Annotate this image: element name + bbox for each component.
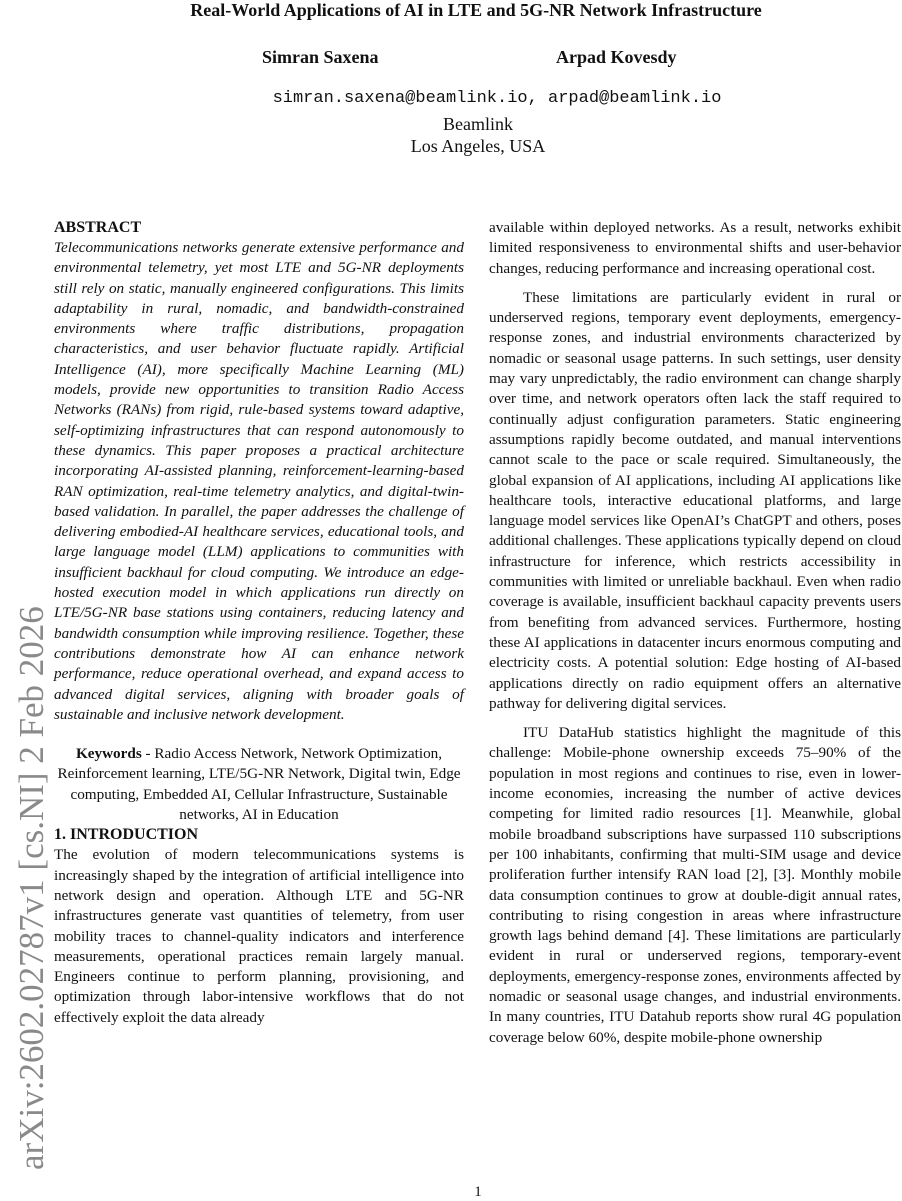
author-emails: simran.saxena@beamlink.io, arpad@beamlink.io bbox=[272, 89, 722, 108]
intro-paragraph-1-continued: available within deployed networks. As a result, networks exhibit limited responsiveness to environmental shifts and user-behavior changes, reducing performance and increasing operational cost. bbox=[489, 219, 901, 277]
keywords bbox=[54, 744, 464, 825]
intro-paragraph-2: These limitations are particularly evident in rural or underserved regions, temporary event deployments, emergency-response zones, and industrial environments characterized by nomadic or seasonal usage patterns. In such settings, user density may vary unpredictably, the radio environment can change sharply over time, and network operators often lack the staff required to continually adjust configuration parameters. Static engineering assumptions rapidly become outdated, and manual interventions cannot scale to the pace or scale required. Simultaneously, the global expansion of AI applications, including AI applications like healthcare tools, interactive educational platforms, and large language model services like OpenAI’s ChatGPT and others, poses additional challenges. These applications typically depend on cloud infrastructure for inference, which restricts accessibility in communities with limited or unreliable backhaul. Even when radio coverage is available, insufficient backhaul capacity prevents users from benefiting from advanced services. Furthermore, hosting these AI applications in datacenter incurs enormous computing and electricity costs. A potential solution: Edge hosting of AI-based applications directly on radio equipment offers an alternative pathway for delivering digital services. bbox=[489, 288, 901, 712]
author-name: Simran Saxena bbox=[262, 47, 379, 67]
arxiv-watermark: arXiv:2602.02787v1 [cs.NI] 2 Feb 2026 bbox=[12, 606, 51, 1170]
keywords-label: Keywords bbox=[75, 745, 142, 763]
page-number: 1 bbox=[474, 1184, 482, 1200]
keywords-text: - Radio Access Network, Network Optimization, Reinforcement learning, LTE/5G-NR Network, Digital twin, Edge computing, Embedded AI, Cellular Infrastructure, Sustainable networks, AI in Education bbox=[57, 745, 461, 824]
abstract-text: Telecommunications networks generate extensive performance and environmental telemetry, yet most LTE and 5G-NR deployments still rely on static, manually engineered configurations. This limits adaptability in rural, nomadic, and bandwidth-constrained environments where traffic distributions, propagation characteristics, and user behavior fluctuate rapidly. Artificial Intelligence (AI), more specifically Machine Learning (ML) models, provide new opportunities to transition Radio Access Networks (RANs) from rigid, rule-based systems toward adaptive, self-optimizing infrastructures that can respond autonomously to these dynamics. This paper proposes a practical architecture incorporating AI-assisted planning, reinforcement-learning-based RAN optimization, real-time telemetry analytics, and digital-twin-based validation. In parallel, the paper addresses the challenge of delivering embodied-AI healthcare services, educational tools, and large language model (LLM) applications to communities with insufficient backhaul for cloud computing. We introduce an edge-hosted execution model in which applications run directly on LTE/5G-NR base stations using containers, reducing latency and bandwidth consumption while improving resilience. Together, these contributions demonstrate how AI can enhance network performance, reduce operational overhead, and expand access to advanced digital services, aligning with broader goals of sustainable and inclusive network development. bbox=[54, 239, 464, 723]
paper-title: Real-World Applications of AI in LTE and 5G-NR Network Infrastructure bbox=[190, 0, 762, 20]
intro-paragraph-1: The evolution of modern telecommunications systems is increasingly shaped by the integration of artificial intelligence into network design and operation. Although LTE and 5G-NR infrastructures generate vast quantities of telemetry, from user mobility traces to channel-quality indicators and interference measurements, operational practices remain largely manual. Engineers continue to perform planning, provisioning, and optimization through labor-intensive workflows that do not effectively exploit the data already bbox=[54, 846, 464, 1026]
intro-paragraph-3: ITU DataHub statistics highlight the magnitude of this challenge: Mobile-phone ownership exceeds 75–90% of the population in most regions and continues to rise, even in lower-income economies, increasing the number of active devices competing for limited radio resources [1]. Meanwhile, global mobile broadband subscriptions have surpassed 110 subscriptions per 100 inhabitants, confirming that multi-SIM usage and device proliferation further intensify RAN load [2], [3]. Monthly mobile data consumption continues to grow at double-digit annual rates, contributing to rising congestion in areas where infrastructure growth lags behind demand [4]. These limitations are particularly evident in rural or underserved regions, temporary-event deployments, emergency-response zones, environments affected by nomadic or seasonal usage changes, and industrial environments. In many countries, ITU Datahub reports show rural 4G population coverage below 60%, despite mobile-phone ownership bbox=[489, 724, 901, 1046]
author-name: Arpad Kovesdy bbox=[556, 47, 677, 67]
intro-heading: 1. INTRODUCTION bbox=[54, 826, 199, 844]
abstract-heading: ABSTRACT bbox=[54, 219, 142, 236]
left-column bbox=[54, 218, 464, 1028]
affiliation: Beamlink bbox=[443, 114, 513, 134]
right-column bbox=[489, 218, 901, 1048]
location: Los Angeles, USA bbox=[410, 136, 546, 156]
